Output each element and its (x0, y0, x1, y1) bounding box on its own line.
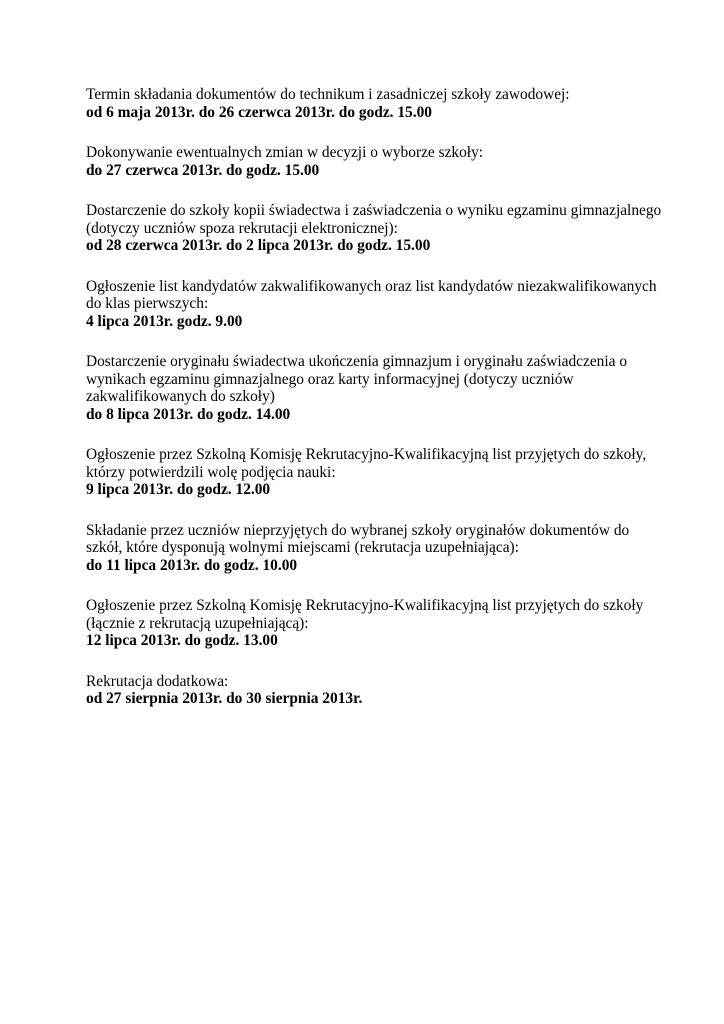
section-text: (łącznie z rekrutacją uzupełniającą): (86, 614, 309, 632)
section-document-submission (86, 86, 686, 121)
document-page (86, 86, 686, 731)
section-text: którzy potwierdzili wolę podjęcia nauki: (86, 463, 336, 481)
section-final-accepted-lists (86, 597, 686, 650)
section-text: (dotyczy uczniów spoza rekrutacji elektronicznej): (86, 219, 398, 237)
section-choice-changes (86, 144, 686, 179)
section-text: do klas pierwszych: (86, 295, 209, 312)
section-deadline: 9 lipca 2013r. do godz. 12.00 (86, 481, 271, 498)
section-text: Składanie przez uczniów nieprzyjętych do wybranej szkoły oryginałów dokumentów do (86, 521, 630, 539)
section-deadline: od 28 czerwca 2013r. do 2 lipca 2013r. do godz. 15.00 (86, 237, 431, 254)
section-deadline: do 8 lipca 2013r. do godz. 14.00 (86, 405, 291, 423)
section-text: szkół, które dysponują wolnymi miejscami (rekrutacja uzupełniająca): (86, 539, 519, 556)
section-text: wynikach egzaminu gimnazjalnego oraz karty informacyjnej (dotyczy uczniów (86, 370, 574, 388)
section-text: Ogłoszenie przez Szkolną Komisję Rekrutacyjno-Kwalifikacyjną list przyjętych do szkoły, (86, 446, 647, 463)
section-deadline: 12 lipca 2013r. do godz. 13.00 (86, 632, 278, 649)
section-text: Dokonywanie ewentualnych zmian w decyzji o wyborze szkoły: (86, 144, 484, 161)
section-text: Rekrutacja dodatkowa: (86, 672, 229, 690)
section-text: Termin składania dokumentów do technikum i zasadniczej szkoły zawodowej: (86, 86, 570, 103)
section-certificate-copies (86, 202, 686, 255)
section-accepted-lists (86, 446, 686, 499)
section-deadline: do 11 lipca 2013r. do godz. 10.00 (86, 556, 298, 574)
section-text: zakwalifikowanych do szkoły) (86, 388, 275, 405)
section-original-documents (86, 353, 686, 423)
section-deadline: do 27 czerwca 2013r. do godz. 15.00 (86, 161, 320, 179)
section-deadline: 4 lipca 2013r. godz. 9.00 (86, 312, 243, 330)
section-text: Dostarczenie do szkoły kopii świadectwa i zaświadczenia o wyniku egzaminu gimnazjalnego (86, 202, 662, 219)
section-deadline: od 27 sierpnia 2013r. do 30 sierpnia 2013r. (86, 690, 363, 707)
section-text: Ogłoszenie przez Szkolną Komisję Rekrutacyjno-Kwalifikacyjną list przyjętych do szkoły (86, 597, 644, 614)
section-text: Dostarczenie oryginału świadectwa ukończenia gimnazjum i oryginału zaświadczenia o (86, 353, 628, 370)
section-deadline: od 6 maja 2013r. do 26 czerwca 2013r. do godz. 15.00 (86, 103, 432, 121)
section-supplementary-submission (86, 522, 686, 575)
section-qualified-lists (86, 278, 686, 331)
section-additional-recruitment (86, 673, 686, 708)
section-text: Ogłoszenie list kandydatów zakwalifikowanych oraz list kandydatów niezakwalifikowanych (86, 277, 657, 295)
